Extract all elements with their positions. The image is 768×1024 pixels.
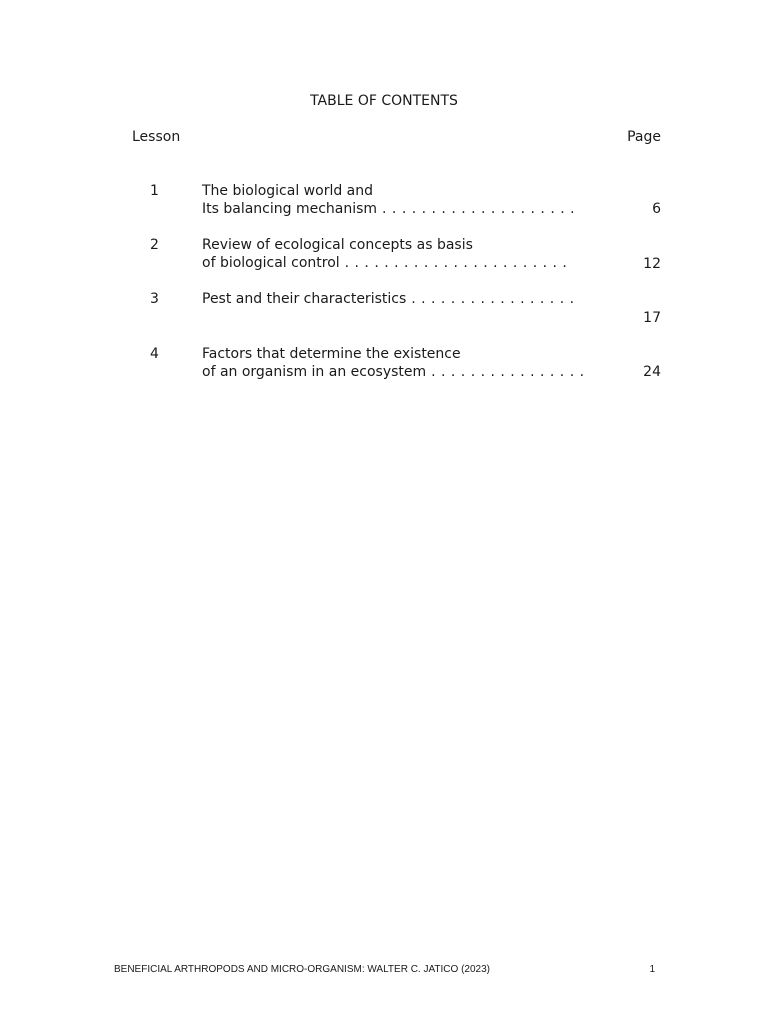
lesson-title-text: of an organism in an ecosystem	[202, 364, 427, 380]
lesson-number: 1	[150, 183, 159, 199]
toc-entry-1[interactable]	[0, 183, 768, 243]
lesson-title-line-2	[202, 201, 575, 217]
dot-leader: . . . . . . . . . . . . . . . .	[426, 364, 585, 380]
lesson-title-line: The biological world and	[202, 183, 374, 199]
lesson-title-line-2	[202, 255, 567, 271]
lesson-number: 4	[150, 346, 159, 362]
lesson-title-text: of biological control	[202, 255, 340, 271]
lesson-number: 3	[150, 291, 159, 307]
dot-leader: . . . . . . . . . . . . . . . . .	[406, 291, 575, 307]
toc-title: TABLE OF CONTENTS	[310, 93, 458, 109]
lesson-number: 2	[150, 237, 159, 253]
page-column-header: Page	[627, 129, 661, 145]
toc-entry-3[interactable]	[0, 291, 768, 351]
page-number: 12	[643, 256, 661, 272]
footer-text: BENEFICIAL ARTHROPODS AND MICRO-ORGANISM: WALTER C. JATICO (2023)	[114, 964, 490, 975]
toc-entry-2[interactable]	[0, 237, 768, 297]
dot-leader: . . . . . . . . . . . . . . . . . . . . . . .	[339, 255, 568, 271]
lesson-title-line-2	[202, 364, 585, 380]
lesson-title-text: Its balancing mechanism	[202, 201, 378, 217]
page-number: 6	[652, 201, 661, 217]
page-number: 24	[643, 364, 661, 380]
footer-page-number: 1	[649, 964, 655, 975]
lesson-title-line	[202, 291, 575, 307]
toc-entry-4[interactable]	[0, 346, 768, 406]
lesson-title-text: Pest and their characteristics	[202, 291, 407, 307]
page-number: 17	[643, 310, 661, 326]
lesson-title-line: Factors that determine the existence	[202, 346, 461, 362]
lesson-title-line: Review of ecological concepts as basis	[202, 237, 473, 253]
dot-leader: . . . . . . . . . . . . . . . . . . . .	[377, 201, 576, 217]
lesson-column-header: Lesson	[132, 129, 181, 145]
